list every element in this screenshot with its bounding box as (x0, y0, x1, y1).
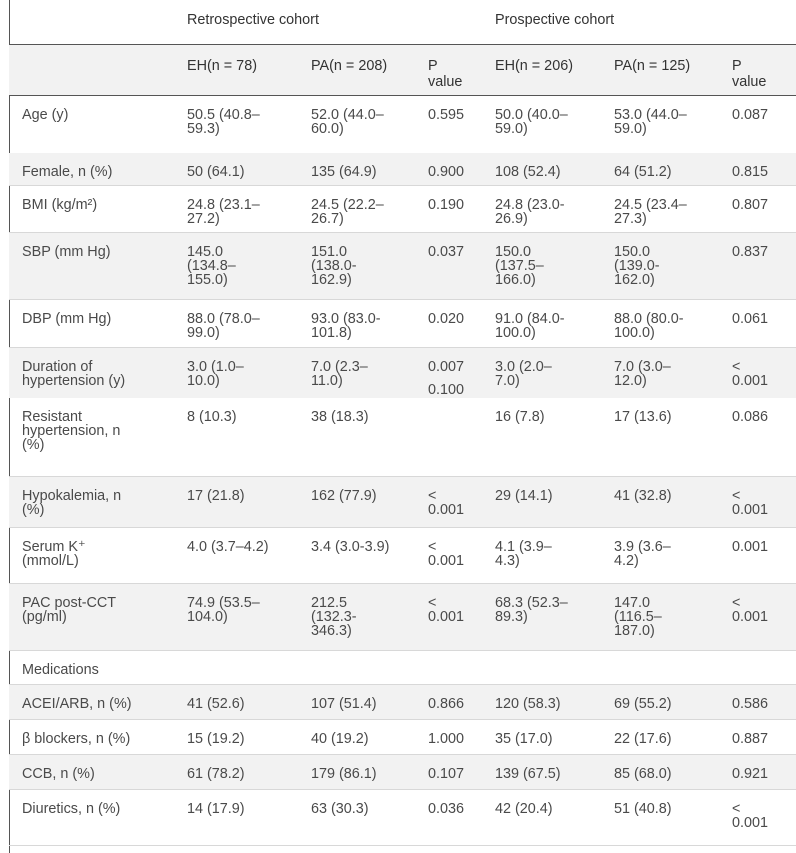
pa-pro-value: 24.5 (23.4– 27.3) (614, 197, 687, 227)
pa-pro-value: 3.9 (3.6– 4.2) (614, 539, 671, 569)
table-row (9, 186, 796, 233)
column-header-row (9, 45, 796, 96)
pa-retro-value: 40 (19.2) (311, 731, 369, 747)
pvalue-retro: < 0.001 (428, 488, 465, 518)
pvalue-retro: 0.007 (428, 359, 465, 375)
pvalue-pro: 0.887 (732, 731, 769, 747)
table-row (9, 153, 796, 186)
pvalue-pro: < 0.001 (732, 595, 769, 625)
pvalue-retro: < 0.001 (428, 539, 465, 569)
table-row (9, 790, 796, 846)
eh-pro-value: 139 (67.5) (495, 766, 561, 782)
pvalue-retro: 0.107 (428, 766, 465, 782)
pa-pro-value: 51 (40.8) (614, 801, 672, 817)
pvalue-retro: 0.866 (428, 696, 465, 712)
pa-retro-value: 38 (18.3) (311, 409, 369, 425)
table-row (9, 382, 796, 477)
pa-retro-value: 3.4 (3.0-3.9) (311, 539, 390, 555)
pa-retro-value: 179 (86.1) (311, 766, 377, 782)
row-label: CCB, n (%) (22, 766, 95, 782)
eh-pro-value: 4.1 (3.9– 4.3) (495, 539, 552, 569)
pa-retro-value: 52.0 (44.0– 60.0) (311, 107, 384, 137)
pvalue-pro: 0.001 (732, 539, 769, 555)
pvalue-pro: < 0.001 (732, 801, 769, 831)
row-label: Resistant hypertension, n (%) (22, 409, 121, 453)
eh-retro-value: 88.0 (78.0– 99.0) (187, 311, 260, 341)
row-label: Hypokalemia, n (%) (22, 488, 122, 518)
pa-retro-value: 24.5 (22.2– 26.7) (311, 197, 384, 227)
pvalue-pro: 0.807 (732, 197, 769, 213)
row-label: SBP (mm Hg) (22, 244, 111, 260)
pvalue-pro: 0.086 (732, 409, 769, 425)
table-row (9, 584, 796, 651)
pvalue-pro: 0.586 (732, 696, 769, 712)
pa-pro-value: 69 (55.2) (614, 696, 672, 712)
row-label: BMI (kg/m²) (22, 197, 98, 213)
eh-retro-value: 41 (52.6) (187, 696, 245, 712)
pvalue-retro: 0.595 (428, 107, 465, 123)
prospective-cohort-header: Prospective cohort (495, 12, 615, 28)
row-label: Serum K⁺ (mmol/L) (22, 539, 86, 569)
col-header-eh-pro: EH(n = 206) (495, 58, 573, 74)
eh-pro-value: 120 (58.3) (495, 696, 561, 712)
pa-pro-value: 22 (17.6) (614, 731, 672, 747)
col-header-pa-pro: PA(n = 125) (614, 58, 691, 74)
pa-pro-value: 64 (51.2) (614, 164, 672, 180)
table-row (9, 651, 796, 685)
pvalue-retro: 0.100 (428, 382, 465, 398)
row-label: DBP (mm Hg) (22, 311, 112, 327)
row-label: ACEI/ARB, n (%) (22, 696, 132, 712)
eh-pro-value: 91.0 (84.0- 100.0) (495, 311, 565, 341)
col-header-pvalue-retro: P value (428, 58, 463, 90)
pa-retro-value: 212.5 (132.3- 346.3) (311, 595, 357, 639)
eh-retro-value: 3.0 (1.0– 10.0) (187, 359, 244, 389)
row-label: β blockers, n (%) (22, 731, 131, 747)
eh-pro-value: 24.8 (23.0- 26.9) (495, 197, 565, 227)
eh-pro-value: 42 (20.4) (495, 801, 553, 817)
table-row (9, 528, 796, 584)
pa-pro-value: 85 (68.0) (614, 766, 672, 782)
table-row (9, 477, 796, 528)
pa-pro-value: 53.0 (44.0– 59.0) (614, 107, 687, 137)
eh-pro-value: 150.0 (137.5– 166.0) (495, 244, 544, 288)
pa-retro-value: 107 (51.4) (311, 696, 377, 712)
row-label: Female, n (%) (22, 164, 113, 180)
pa-pro-value: 147.0 (116.5– 187.0) (614, 595, 662, 639)
pa-pro-value: 41 (32.8) (614, 488, 672, 504)
eh-pro-value: 16 (7.8) (495, 409, 545, 425)
eh-pro-value: 35 (17.0) (495, 731, 553, 747)
eh-retro-value: 8 (10.3) (187, 409, 237, 425)
pvalue-retro: 0.036 (428, 801, 465, 817)
pvalue-pro: < 0.001 (732, 359, 769, 389)
eh-retro-value: 145.0 (134.8– 155.0) (187, 244, 236, 288)
pvalue-pro: 0.921 (732, 766, 769, 782)
pvalue-retro: 1.000 (428, 731, 465, 747)
table-row (9, 300, 796, 348)
eh-retro-value: 74.9 (53.5– 104.0) (187, 595, 260, 625)
pa-pro-value: 17 (13.6) (614, 409, 672, 425)
col-header-eh-retro: EH(n = 78) (187, 58, 257, 74)
pa-pro-value: 150.0 (139.0- 162.0) (614, 244, 660, 288)
pa-retro-value: 162 (77.9) (311, 488, 377, 504)
pa-retro-value: 135 (64.9) (311, 164, 377, 180)
eh-retro-value: 61 (78.2) (187, 766, 245, 782)
pvalue-pro: 0.087 (732, 107, 769, 123)
table-row (9, 96, 796, 154)
eh-pro-value: 29 (14.1) (495, 488, 553, 504)
pa-retro-value: 63 (30.3) (311, 801, 369, 817)
pa-retro-value: 93.0 (83.0- 101.8) (311, 311, 381, 341)
pvalue-pro: < 0.001 (732, 488, 769, 518)
pvalue-retro: 0.190 (428, 197, 465, 213)
pa-retro-value: 7.0 (2.3– 11.0) (311, 359, 368, 389)
row-label: Age (y) (22, 107, 69, 123)
table-row (9, 348, 796, 398)
pvalue-retro: 0.037 (428, 244, 465, 260)
pvalue-retro: 0.020 (428, 311, 465, 327)
eh-pro-value: 3.0 (2.0– 7.0) (495, 359, 552, 389)
pvalue-retro: 0.900 (428, 164, 465, 180)
col-header-pvalue-pro: P value (732, 58, 767, 90)
eh-retro-value: 50.5 (40.8– 59.3) (187, 107, 260, 137)
pvalue-retro: < 0.001 (428, 595, 465, 625)
row-label: Medications (22, 662, 99, 678)
eh-pro-value: 50.0 (40.0– 59.0) (495, 107, 568, 137)
eh-retro-value: 17 (21.8) (187, 488, 245, 504)
row-label: PAC post-CCT (pg/ml) (22, 595, 117, 625)
row-label: Duration of hypertension (y) (22, 359, 126, 389)
pvalue-pro: 0.837 (732, 244, 769, 260)
eh-pro-value: 68.3 (52.3– 89.3) (495, 595, 568, 625)
pvalue-pro: 0.061 (732, 311, 769, 327)
eh-retro-value: 4.0 (3.7–4.2) (187, 539, 269, 555)
eh-retro-value: 15 (19.2) (187, 731, 245, 747)
pa-pro-value: 88.0 (80.0- 100.0) (614, 311, 684, 341)
col-header-pa-retro: PA(n = 208) (311, 58, 388, 74)
table-row (9, 720, 796, 755)
table-row (9, 685, 796, 720)
pvalue-pro: 0.815 (732, 164, 769, 180)
eh-retro-value: 14 (17.9) (187, 801, 245, 817)
eh-pro-value: 108 (52.4) (495, 164, 561, 180)
eh-retro-value: 50 (64.1) (187, 164, 245, 180)
eh-retro-value: 24.8 (23.1– 27.2) (187, 197, 260, 227)
pa-retro-value: 151.0 (138.0- 162.9) (311, 244, 357, 288)
table-row (9, 233, 796, 300)
table-row (9, 755, 796, 790)
pa-pro-value: 7.0 (3.0– 12.0) (614, 359, 671, 389)
row-label: Diuretics, n (%) (22, 801, 121, 817)
cohort-header-row (9, 0, 796, 45)
retrospective-cohort-header: Retrospective cohort (187, 12, 319, 28)
